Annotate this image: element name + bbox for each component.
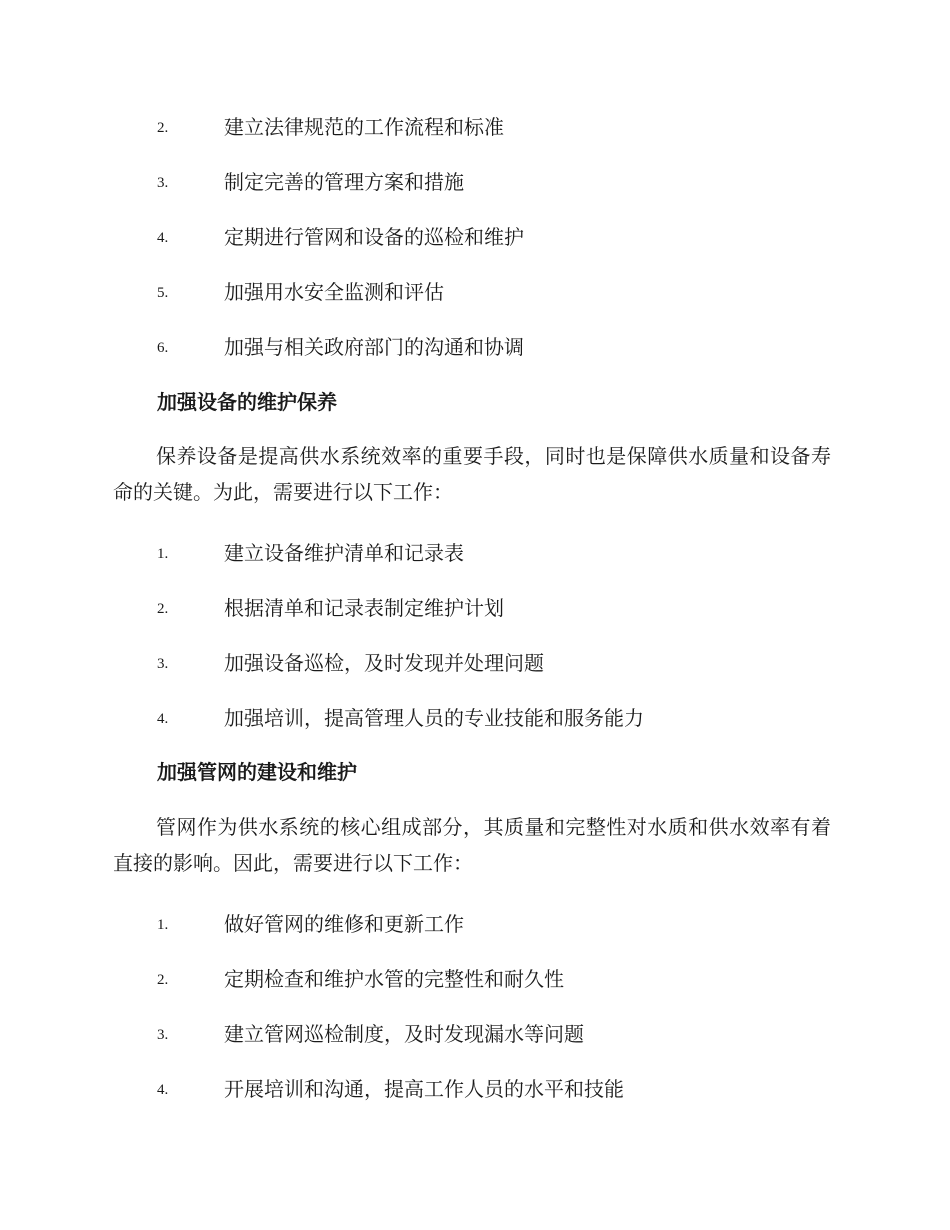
list-text: 定期检查和维护水管的完整性和耐久性 — [224, 967, 564, 991]
list-text: 加强培训，提高管理人员的专业技能和服务能力 — [224, 706, 644, 730]
list-text: 根据清单和记录表制定维护计划 — [224, 596, 504, 620]
section-paragraph: 管网作为供水系统的核心组成部分，其质量和完整性对水质和供水效率有着直接的影响。因此，需要进行以下工作： — [113, 815, 831, 875]
list-item — [0, 167, 950, 197]
list-number: 5. — [157, 285, 169, 301]
list-text: 加强与相关政府部门的沟通和协调 — [224, 335, 524, 359]
list-number: 6. — [157, 340, 169, 356]
list-item — [0, 277, 950, 307]
list-item — [0, 1019, 950, 1049]
list-number: 4. — [157, 1082, 169, 1098]
list-number: 4. — [157, 711, 169, 727]
list-text: 加强用水安全监测和评估 — [224, 280, 444, 304]
list-text: 加强设备巡检，及时发现并处理问题 — [224, 651, 544, 675]
list-number: 3. — [157, 656, 169, 672]
section-paragraph: 保养设备是提高供水系统效率的重要手段，同时也是保障供水质量和设备寿命的关键。为此，需要进行以下工作： — [113, 444, 831, 504]
list-text: 做好管网的维修和更新工作 — [224, 912, 464, 936]
list-item — [0, 222, 950, 252]
list-item — [0, 1074, 950, 1104]
list-text: 建立法律规范的工作流程和标准 — [224, 115, 504, 139]
list-number: 4. — [157, 230, 169, 246]
list-text: 开展培训和沟通，提高工作人员的水平和技能 — [224, 1077, 624, 1101]
list-number: 2. — [157, 120, 169, 136]
list-item — [0, 703, 950, 733]
section-heading: 加强管网的建设和维护 — [157, 760, 357, 784]
list-text: 定期进行管网和设备的巡检和维护 — [224, 225, 524, 249]
list-number: 3. — [157, 175, 169, 191]
list-number: 2. — [157, 972, 169, 988]
list-item — [0, 648, 950, 678]
list-text: 建立设备维护清单和记录表 — [224, 541, 464, 565]
list-item — [0, 909, 950, 939]
list-item — [0, 538, 950, 568]
list-text: 制定完善的管理方案和措施 — [224, 170, 464, 194]
list-number: 1. — [157, 546, 169, 562]
list-text: 建立管网巡检制度，及时发现漏水等问题 — [224, 1022, 584, 1046]
list-item — [0, 593, 950, 623]
list-item — [0, 112, 950, 142]
list-number: 1. — [157, 917, 169, 933]
section-heading: 加强设备的维护保养 — [157, 390, 337, 414]
list-number: 3. — [157, 1027, 169, 1043]
list-number: 2. — [157, 601, 169, 617]
list-item — [0, 964, 950, 994]
list-item — [0, 332, 950, 362]
